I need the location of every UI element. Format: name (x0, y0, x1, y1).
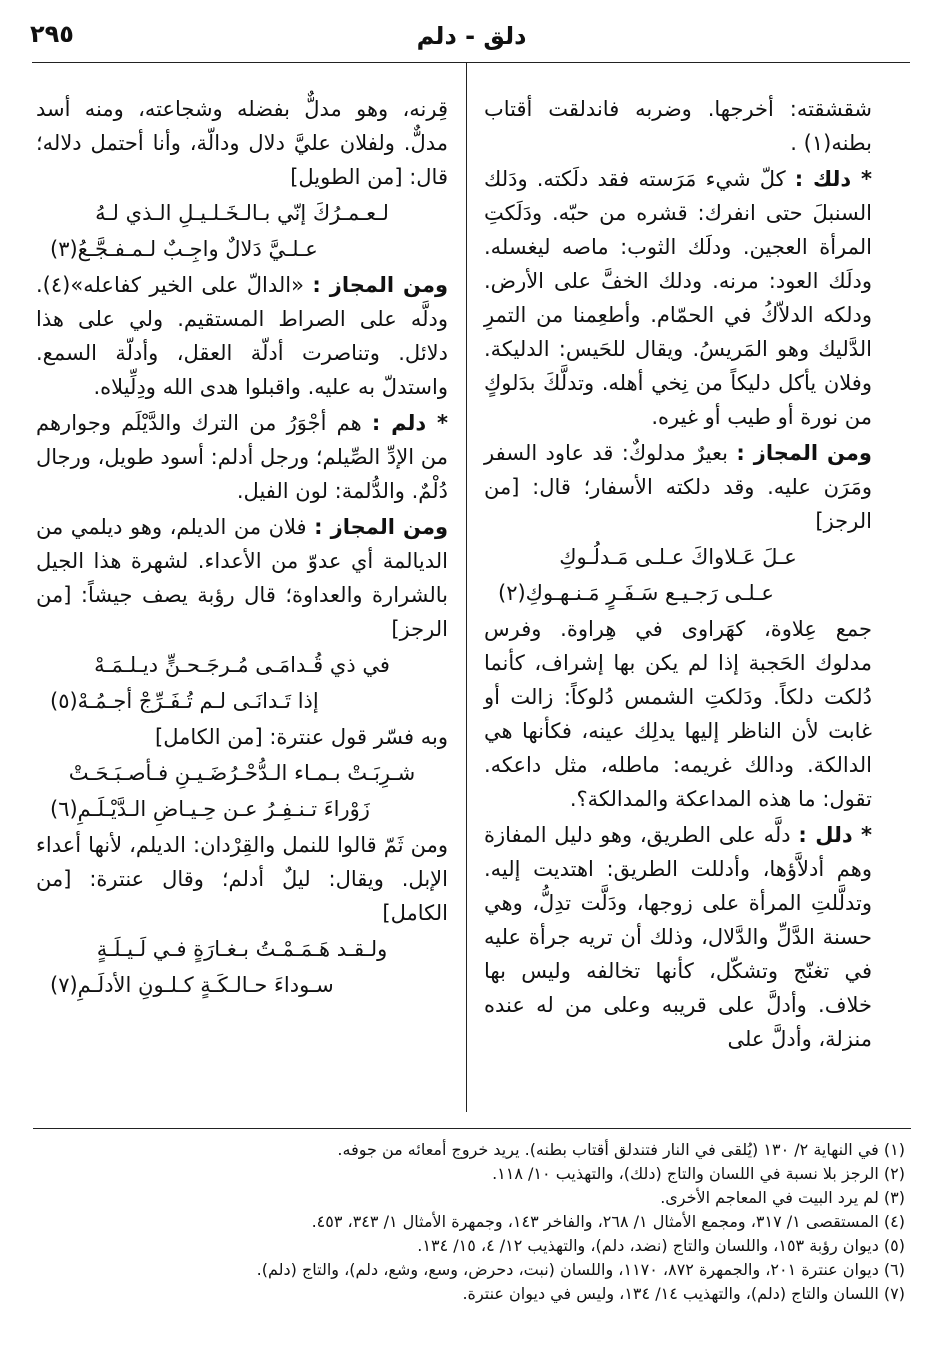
entry-text: هم أجْوَرُ من الترك والدَّيْلَم وجوارهم من الإدِّ الصِّيلم؛ ورجل أدلم: أسود طويل، ورجال دُلْمٌ. والدُّلمة: لون الفيل. (36, 411, 448, 503)
entry-paragraph (36, 406, 448, 508)
paragraph: وبه فسّر قول عنترة: [من الكامل] (155, 725, 448, 749)
entry-headword: ومن المجاز : (314, 515, 448, 539)
footnote: (٢) الرجز بلا نسبة في اللسان والتاج (دلك)، والتهذيب ١٠/ ١١٨. (492, 1164, 905, 1183)
entry-paragraph (484, 818, 872, 1056)
verse-line: شـرِبَـتْ بـمـاء الـدُّحْـرُضَـيـنِ فـأصـبَـحَـتْ (68, 761, 416, 785)
page-number: ٢٩٥ (30, 20, 74, 48)
paragraph: جمع عِلاوة، كهَراوى في هِراوة. وفرس مدلوك الحَجبة إذا لم يكن بها إشراف، كأنما دُلكت دلكاً. ودَلكتِ الشمس دُلوكاً: زالت أو غابت لأن الناظر إليها يدلِك عينه، فكأنها هي الدالكة. ودالك غريمه: ماطله، مثل داعكه. تقول: ما هذه المداعكة والمدالكة؟. (484, 617, 872, 811)
footnote: (٣) لم يرد البيت في المعاجم الأخرى. (660, 1188, 905, 1207)
entry-text: دلَّه على الطريق، وهو دليل المفازة وهم أدلاَّؤها، وأدللت الطريق: اهتديت إليه. وتدلَّلتِ المرأة على زوجها، ودَلَّت تدِلُّ، وهي حسنة الدَّلِّ والدَّلال، وذلك أن تريه جرأة عليه في تغنّج وتشكّل، كأنها تخالفه وليس بها خلاف. وأدلَّ على قريبه وعلى من له عنده منزلة، وأدلَّ على (484, 823, 872, 1051)
left-column (36, 92, 448, 1004)
footnote: (١) في النهاية ٢/ ١٣٠ (يُلقى في النار فتندلق أقتاب بطنه). يريد خروج أمعائه من جوفه. (337, 1140, 905, 1159)
verse-line: في ذي قُـدامَـى مُـرجَـحـنٍّ ديـلـمَـهْ (94, 653, 390, 677)
footnote-rule (33, 1128, 911, 1129)
entry-text: بعيرٌ مدلوكٌ: قد عاود السفر ومَرَن عليه. وقد دلكته الأسفار؛ قال: [من الرجز] (484, 441, 872, 533)
entry-headword: * دلك : (794, 167, 872, 191)
entry-paragraph (36, 268, 448, 404)
entry-headword: ومن المجاز : (736, 441, 872, 465)
right-column (484, 92, 872, 1058)
footnote: (٧) اللسان والتاج (دلم)، والتهذيب ١٤/ ١٣٤، وليس في ديوان عنترة. (462, 1284, 905, 1303)
footnotes (35, 1138, 905, 1306)
verse-line: سـوداءَ حـالـكَـةٍ كـلـونِ الأدلَـمِ(٧) (50, 973, 334, 997)
entry-headword: * دلم : (371, 411, 448, 435)
entry-paragraph (36, 510, 448, 646)
entry-text: كلّ شيء مَرَسته فقد دلَكته. ودَلك السنبلَ حتى انفرك: قشره من حبّه. ودَلَكتِ المرأة العجين. ودلَك الثوب: ماصه ليغسله. ودلَك العود: مرنه. ودلك الخفَّ على الأرض. ودلكه الدلاّكُ في الحمّام. وأطعِمنا من التمرِ الدَّليك وهو المَريسُ. ويقال للحَيس: الدليكة. وفلان يأكل دليكاً من نِخي أهله. وتدلَّكَ بدَلوكٍ من نورة أو طيب أو غيره. (484, 167, 872, 429)
header-rule (32, 62, 910, 63)
entry-headword: * دلل : (798, 823, 872, 847)
paragraph: ومن ثَمّ قالوا للنمل والقِرْدان: الديلم، لأنها أعداء الإبل. ويقال: ليلٌ أدلم؛ وقال عنترة: [من الكامل] (36, 833, 448, 925)
verse-line: ولـقـد هَـمَـمْـتُ بـغـارَةٍ فـي لَـيـلَـةٍ (96, 937, 388, 961)
verse-line: عـلـيَّ دَلالٌ واجِـبٌ لـمـفـجَّـعُ(٣) (50, 237, 318, 261)
verse-line: عـلـى رَجـيـع سَـفَـرٍ مَـنـهـوكِ(٢) (498, 581, 774, 605)
running-title: دلق - دلم (416, 22, 527, 50)
entry-headword: ومن المجاز : (312, 273, 448, 297)
verse-line: لـعـمـرُكَ إنّي بـالـخَـلـيـلِ الـذي لـهُ (95, 201, 389, 225)
verse-line: إذا تَـدانَـى لـم تُـفَـرِّجْ أجـمُـهْ(٥) (50, 689, 319, 713)
paragraph: قِرنه، وهو مدلٌّ بفضله وشجاعته، ومنه أسد مدلٌّ. ولفلان عليَّ دلال ودالّة، وأنا أحتمل دلاله؛ قال: [من الطويل] (36, 97, 448, 189)
footnote: (٦) ديوان عنترة ٢٠١، والجمهرة ٨٧٢، ١١٧٠، واللسان (نبت، دحرض، وسع، وشع، دلم)، والتاج (دلم). (256, 1260, 905, 1279)
entry-text: فلان من الديلم، وهو ديلمي من الديالمة أي عدوّ من الأعداء. لشهرة هذا الجيل بالشرارة والعداوة؛ قال رؤبة يصف جيشاً: [من الرجز] (36, 515, 448, 641)
page-header (0, 18, 943, 58)
verse-line: زَوْراءَ تـنـفِـرُ عـن حِـيـاضِ الـدَّيْـلَـمِ(٦) (50, 797, 370, 821)
footnote: (٥) ديوان رؤبة ١٥٣، واللسان والتاج (نضد، دلم)، والتهذيب ١٢/ ٤، ١٥/ ١٣٤. (417, 1236, 905, 1255)
footnote: (٤) المستقصى ١/ ٣١٧، ومجمع الأمثال ١/ ٢٦٨، والفاخر ١٤٣، وجمهرة الأمثال ١/ ٣٤٣، ٤٥٣. (311, 1212, 905, 1231)
entry-text: «الدالّ على الخير كفاعله»(٤). ودلَّه على الصراط المستقيم. ولي على هذا دلائل. وتناصرت أدلّة العقل، وأدلّة السمع. واستدلّ به عليه. واقبلوا هدى الله ودِلِّيلاه. (36, 273, 448, 399)
verse-line: عـلَ عَـلاواكَ عـلـى مَـدلُـوكِ (559, 545, 797, 569)
paragraph: شقشقته: أخرجها. وضربه فاندلقت أقتاب بطنه(١) . (484, 97, 872, 155)
entry-paragraph (484, 436, 872, 538)
column-divider (466, 62, 467, 1112)
entry-paragraph (484, 162, 872, 434)
